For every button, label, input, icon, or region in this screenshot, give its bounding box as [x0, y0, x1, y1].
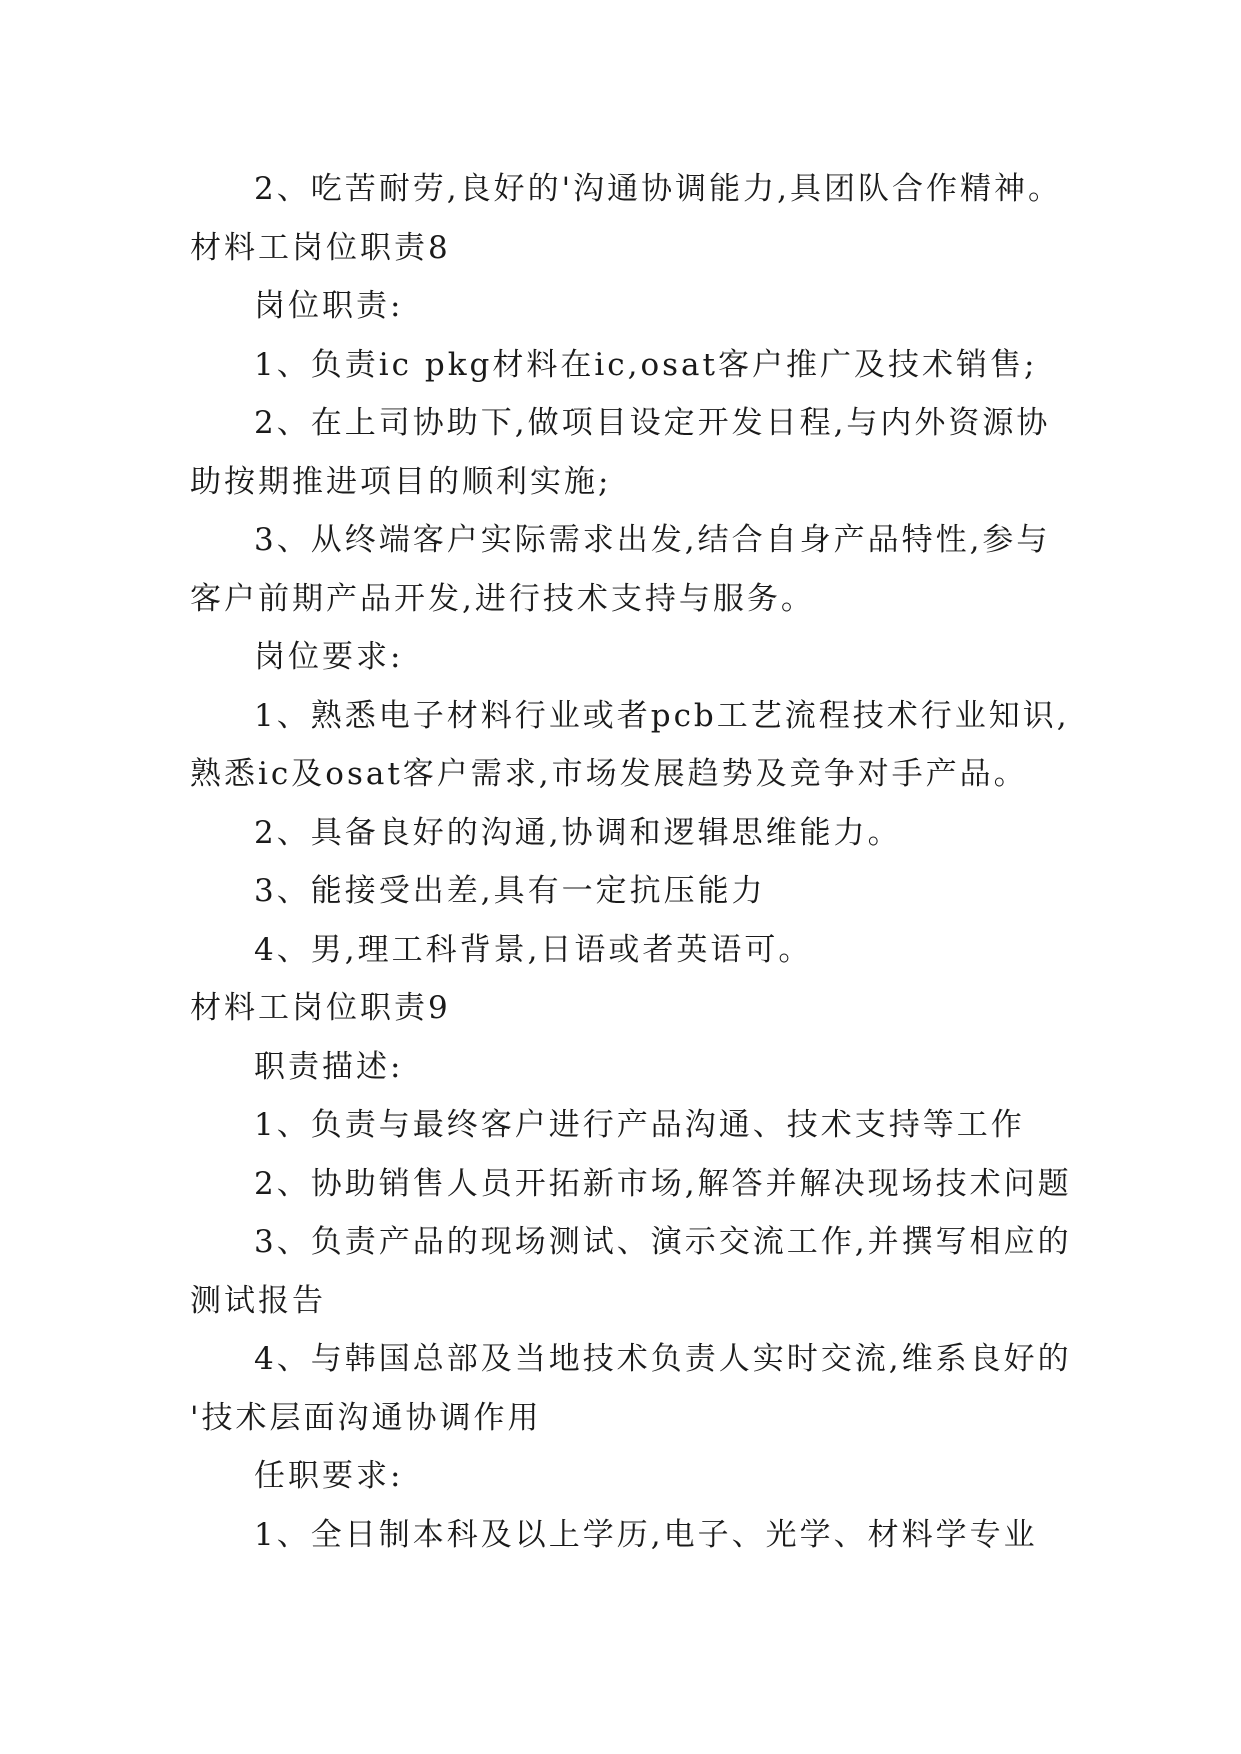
text-line: 职责描述:: [254, 1048, 404, 1085]
text-line: 1、熟悉电子材料行业或者pcb工艺流程技术行业知识,: [254, 697, 1070, 734]
text-line: 熟悉ic及osat客户需求,市场发展趋势及竞争对手产品。: [190, 756, 1028, 792]
document-page: [190, 160, 1080, 1564]
text-line: 1、全日制本科及以上学历,电子、光学、材料学专业: [254, 1516, 1038, 1553]
text-line: 2、在上司协助下,做项目设定开发日程,与内外资源协: [254, 405, 1051, 441]
text-line: 助按期推进项目的顺利实施;: [190, 463, 612, 500]
text-line: 2、协助销售人员开拓新市场,解答并解决现场技术问题: [254, 1165, 1072, 1202]
text-line: 材料工岗位职责8: [190, 229, 451, 266]
text-line: 2、具备良好的沟通,协调和逻辑思维能力。: [254, 814, 902, 851]
text-line: 客户前期产品开发,进行技术支持与服务。: [190, 580, 815, 617]
text-line: 3、负责产品的现场测试、演示交流工作,并撰写相应的: [254, 1224, 1072, 1260]
text-line: 1、负责ic pkg材料在ic,osat客户推广及技术销售;: [254, 346, 1038, 383]
text-line: 2、吃苦耐劳,良好的'沟通协调能力,具团队合作精神。: [254, 171, 1062, 207]
text-line: 岗位职责:: [254, 288, 404, 324]
text-line: 任职要求:: [254, 1458, 404, 1494]
text-line: '技术层面沟通协调作用: [190, 1399, 542, 1436]
text-line: 3、能接受出差,具有一定抗压能力: [254, 873, 766, 909]
text-line: 4、与韩国总部及当地技术负责人实时交流,维系良好的: [254, 1341, 1072, 1377]
text-line: 岗位要求:: [254, 639, 404, 675]
text-line: 材料工岗位职责9: [190, 990, 451, 1026]
text-line: 4、男,理工科背景,日语或者英语可。: [254, 931, 813, 968]
text-line: 1、负责与最终客户进行产品沟通、技术支持等工作: [254, 1107, 1025, 1143]
text-line: 3、从终端客户实际需求出发,结合自身产品特性,参与: [254, 522, 1051, 558]
text-line: 测试报告: [190, 1282, 326, 1319]
